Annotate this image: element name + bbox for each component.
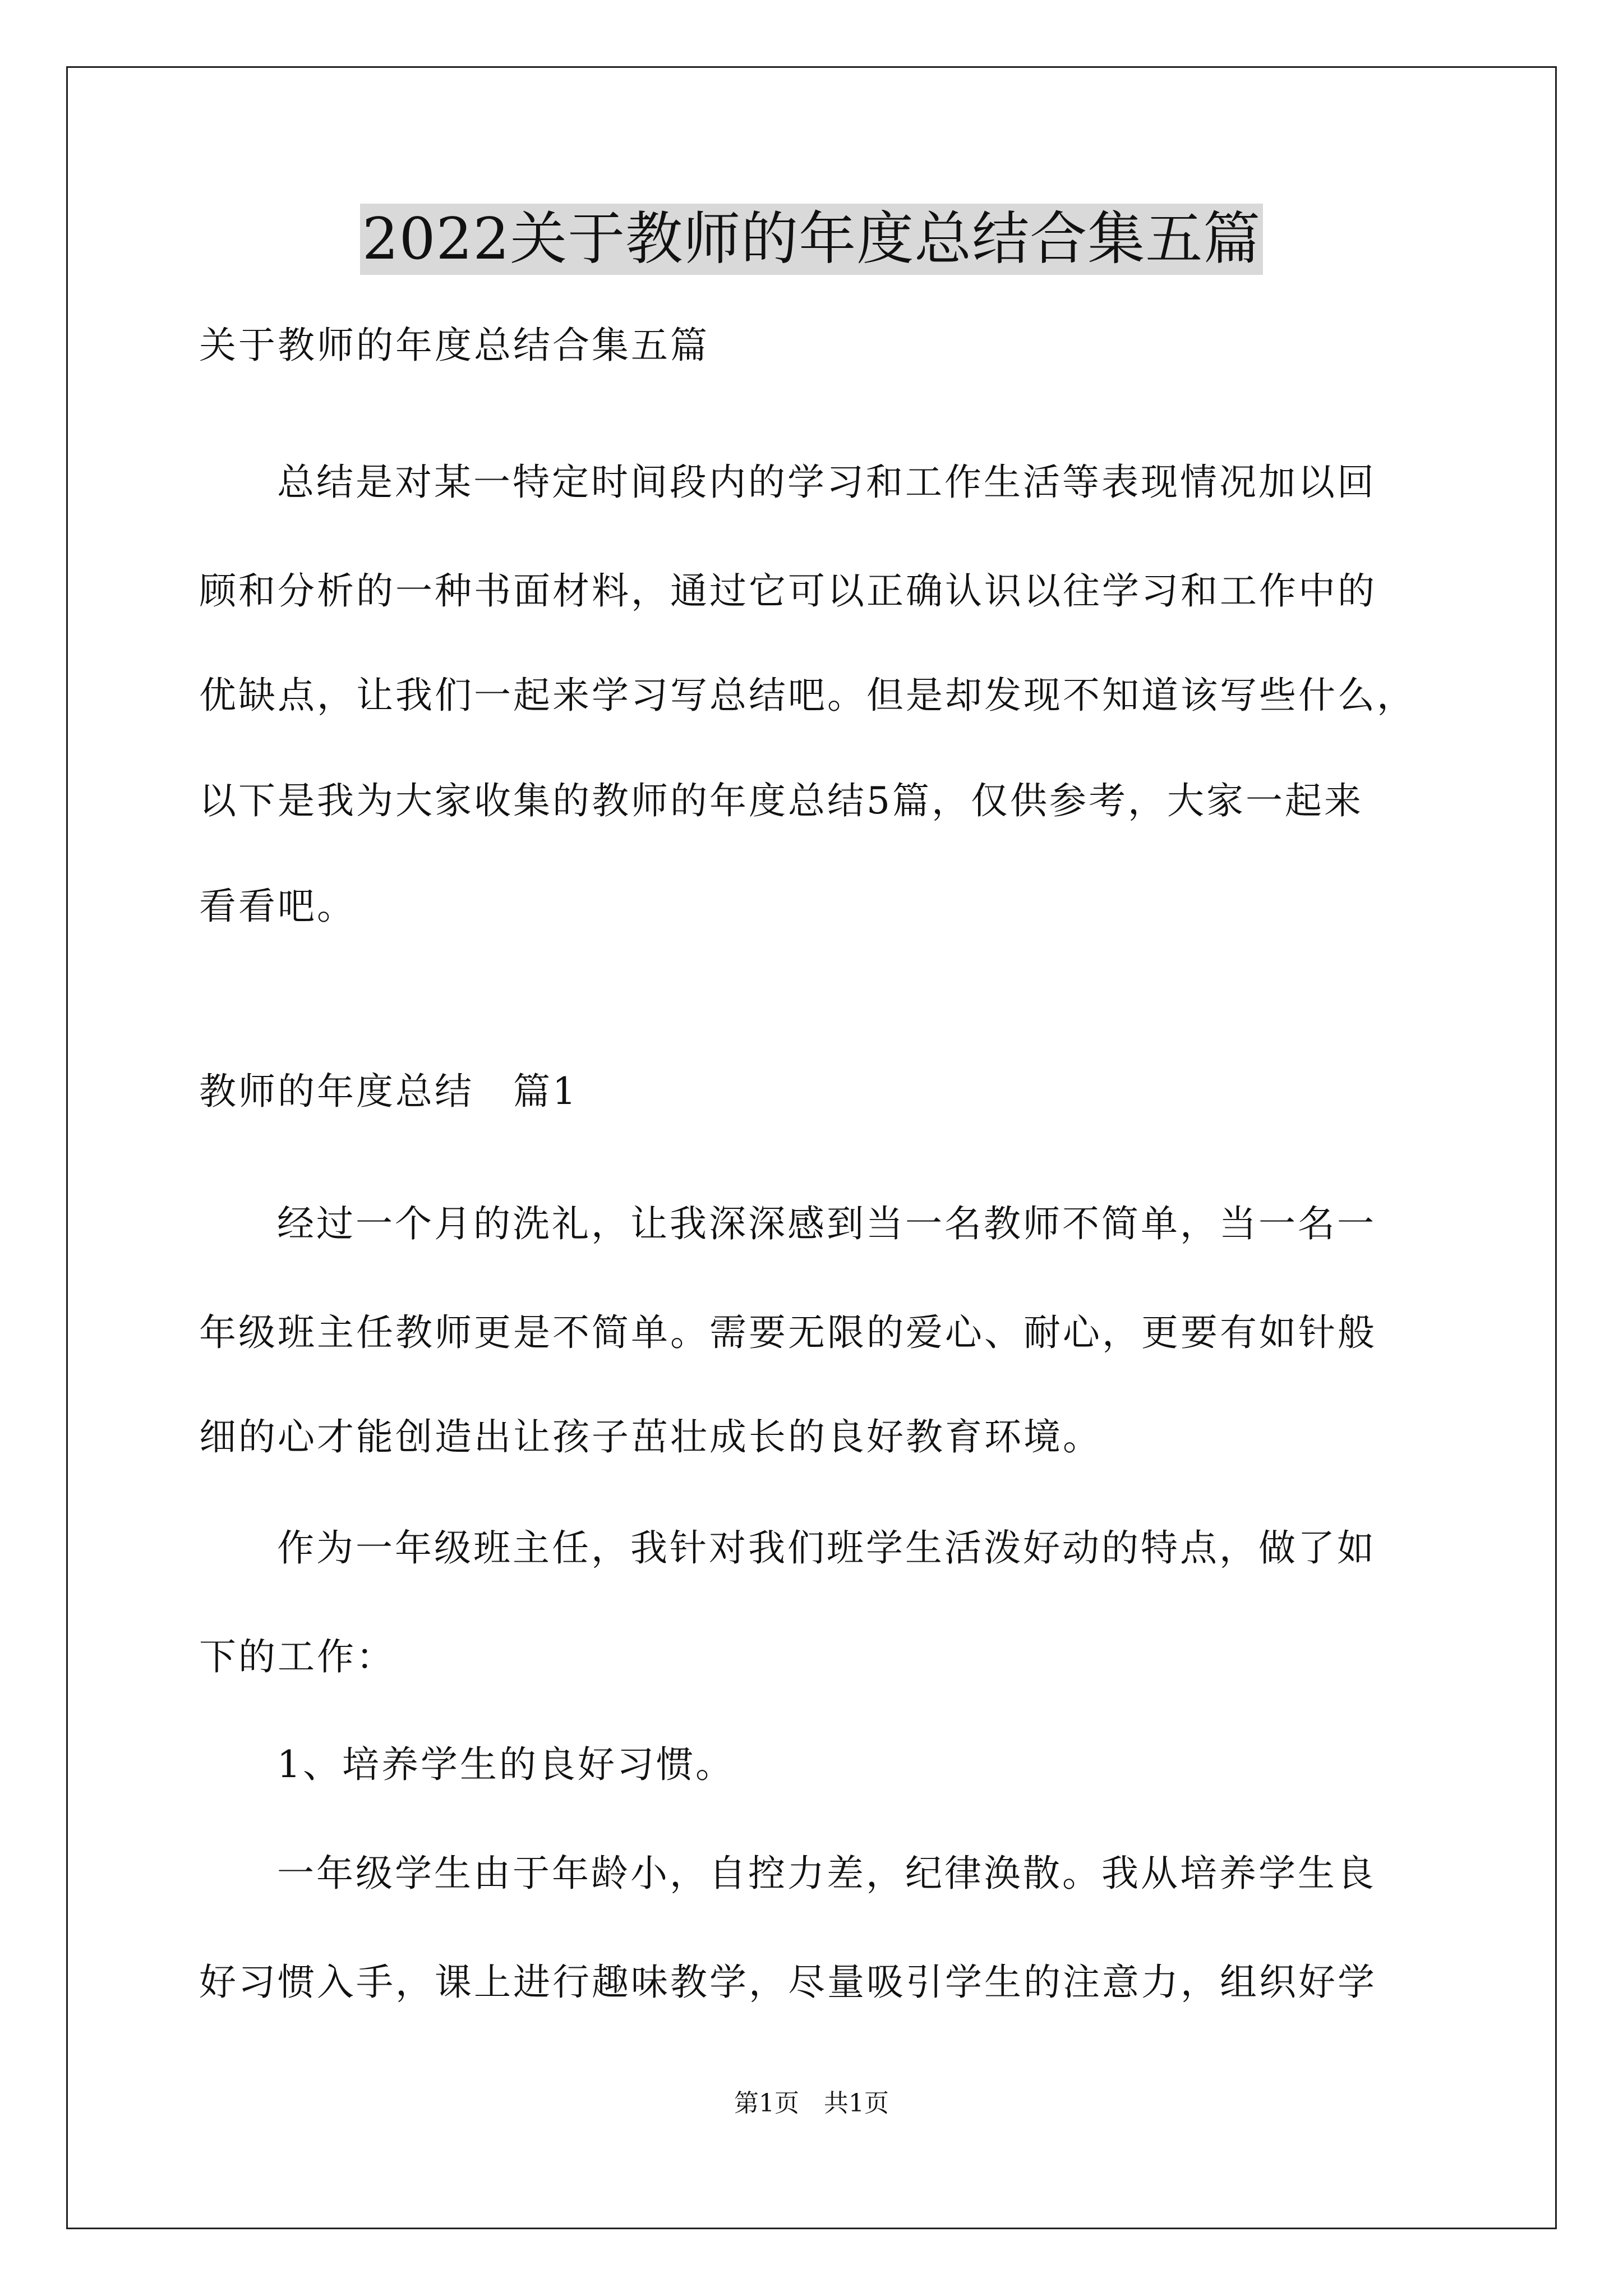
paragraph-line: 看看吧。 — [199, 885, 356, 928]
paragraph-line: 好习惯入手，课上进行趣味教学，尽量吸引学生的注意力，组织好学 — [199, 1961, 1377, 2004]
page-border — [66, 66, 1557, 2229]
list-item-heading: 1、培养学生的良好习惯。 — [277, 1743, 735, 1786]
paragraph-line: 年级班主任教师更是不简单。需要无限的爱心、耐心，更要有如针般 — [199, 1311, 1377, 1354]
paragraph-line: 一年级学生由于年龄小，自控力差，纪律涣散。我从培养学生良 — [277, 1852, 1376, 1895]
paragraph-line: 顾和分析的一种书面材料，通过它可以正确认识以往学习和工作中的 — [199, 569, 1377, 613]
paragraph-line: 优缺点，让我们一起来学习写总结吧。但是却发现不知道该写些什么， — [199, 674, 1416, 717]
paragraph-line: 细的心才能创造出让孩子茁壮成长的良好教育环境。 — [199, 1415, 1102, 1458]
paragraph-line: 下的工作： — [199, 1635, 395, 1678]
paragraph-line: 以下是我为大家收集的教师的年度总结5篇，仅供参考，大家一起来 — [199, 779, 1363, 822]
page-footer: 第1页 共1页 — [734, 2089, 889, 2118]
paragraph-line: 总结是对某一特定时间段内的学习和工作生活等表现情况加以回 — [277, 461, 1376, 504]
paragraph-line: 作为一年级班主任，我针对我们班学生活泼好动的特点，做了如 — [277, 1526, 1376, 1570]
document-title-text: 2022关于教师的年度总结合集五篇 — [360, 204, 1264, 275]
document-title — [0, 197, 1623, 282]
paragraph-line: 经过一个月的洗礼，让我深深感到当一名教师不简单，当一名一 — [277, 1202, 1376, 1245]
subtitle-line: 关于教师的年度总结合集五篇 — [199, 324, 709, 367]
section-heading: 教师的年度总结 篇1 — [199, 1070, 578, 1113]
